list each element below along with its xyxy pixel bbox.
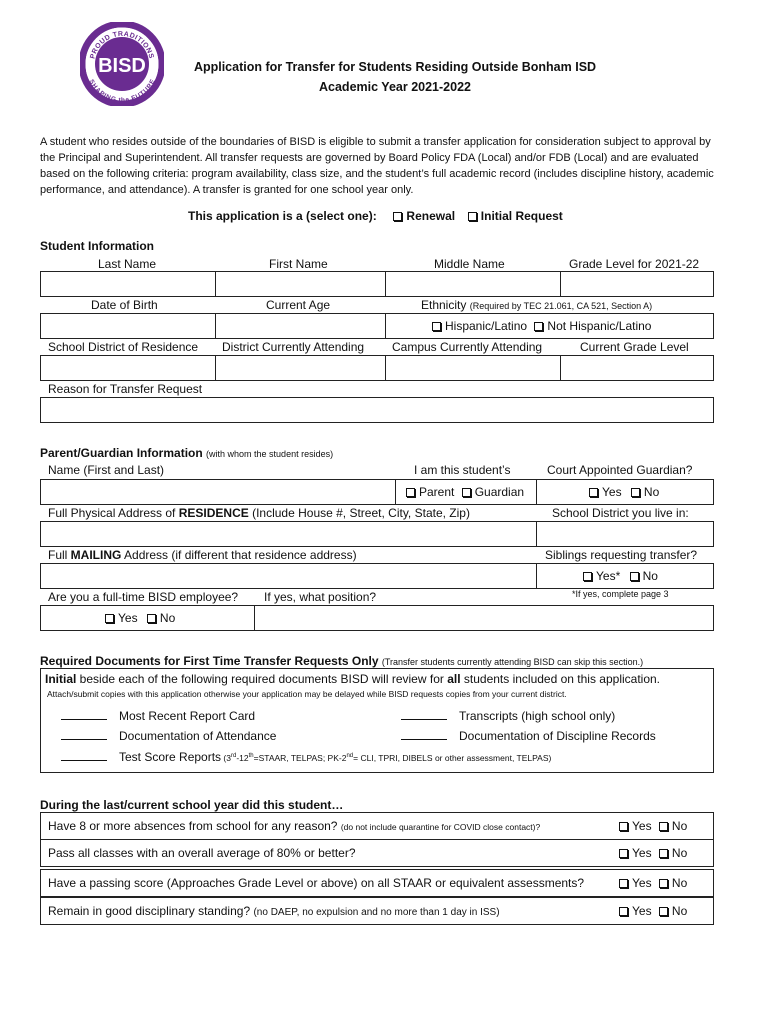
residence-address-bold: RESIDENCE <box>178 506 249 520</box>
residence-address-pre: Full Physical Address of <box>48 506 179 520</box>
relation-label: I am this student’s <box>414 463 511 477</box>
docs-instr-post: students included on this application. <box>460 672 661 686</box>
question-staar <box>40 869 714 897</box>
district-residence-input[interactable] <box>40 355 216 381</box>
logo-top-text: PROUD TRADITIONS <box>89 30 155 60</box>
employee-options <box>105 611 175 625</box>
residence-address-post: (Include House #, Street, City, State, Zip) <box>248 506 470 520</box>
absences-no-checkbox[interactable] <box>659 822 668 831</box>
ethnicity-options <box>432 319 651 333</box>
staar-yes-checkbox[interactable] <box>619 879 628 888</box>
docs-heading-note: (Transfer students currently attending BISD can skip this section.) <box>381 657 644 667</box>
siblings-box <box>536 563 714 589</box>
form-title: Application for Transfer for Students Residing Outside Bonham ISD <box>193 60 597 74</box>
residence-address-input[interactable] <box>40 521 537 547</box>
district-live-label: School District you live in: <box>552 506 689 520</box>
renewal-label: Renewal <box>406 209 456 223</box>
discipline-text <box>48 904 500 918</box>
hispanic-checkbox[interactable] <box>432 322 441 331</box>
attendance-initial-line[interactable] <box>61 739 107 740</box>
siblings-options <box>583 569 658 583</box>
test-scores-label: Test Score Reports <box>119 750 222 764</box>
employee-no-checkbox[interactable] <box>147 614 156 623</box>
staar-no-label: No <box>671 876 688 890</box>
grade-level-input[interactable] <box>560 271 714 297</box>
grades-yes-checkbox[interactable] <box>619 849 628 858</box>
court-yes-checkbox[interactable] <box>589 488 598 497</box>
transcripts-label: Transcripts (high school only) <box>459 709 616 723</box>
reason-input[interactable] <box>40 397 714 423</box>
bisd-logo <box>80 22 164 106</box>
complete-page-note: *If yes, complete page 3 <box>572 589 669 599</box>
mailing-address-label <box>48 548 357 562</box>
question-absences <box>40 812 714 840</box>
discipline-options <box>619 904 687 918</box>
employee-no-label: No <box>159 611 176 625</box>
discipline-yes-label: Yes <box>632 904 652 918</box>
hispanic-label: Hispanic/Latino <box>445 319 528 333</box>
logo-bottom-text: SHAPING the FUTURE <box>87 78 157 105</box>
relation-options <box>406 485 524 499</box>
campus-attending-label: Campus Currently Attending <box>392 340 543 354</box>
district-live-input[interactable] <box>536 521 714 547</box>
parent-name-input[interactable] <box>40 479 396 505</box>
question-discipline <box>40 897 714 925</box>
discipline-question: Remain in good disciplinary standing? <box>48 904 251 918</box>
absences-yes-label: Yes <box>632 819 652 833</box>
test-sup-nd: nd <box>346 753 354 760</box>
grades-yes-label: Yes <box>632 846 652 860</box>
court-guardian-options <box>589 485 659 499</box>
initial-request-label: Initial Request <box>480 209 563 223</box>
ethnicity-note: (Required by TEC 21.061, CA 521, Section A) <box>469 301 653 311</box>
discipline-no-label: No <box>671 904 688 918</box>
not-hispanic-checkbox[interactable] <box>534 322 543 331</box>
parent-heading-row <box>40 446 333 460</box>
grades-question: Pass all classes with an overall average of 80% or better? <box>48 846 356 860</box>
grades-no-checkbox[interactable] <box>659 849 668 858</box>
renewal-checkbox[interactable] <box>393 212 402 221</box>
court-guardian-box <box>536 479 714 505</box>
absences-note: (do not include quarantine for COVID close contact)? <box>340 822 541 832</box>
discipline-no-checkbox[interactable] <box>659 907 668 916</box>
first-name-label: First Name <box>269 257 328 271</box>
relation-box <box>395 479 537 505</box>
district-attending-input[interactable] <box>215 355 386 381</box>
test-note-d: = CLI, TPRI, DIBELS or other assessment, TELPAS) <box>353 753 552 763</box>
test-note-a: (3 <box>221 753 231 763</box>
court-no-label: No <box>643 485 660 499</box>
current-grade-label: Current Grade Level <box>580 340 689 354</box>
discipline-yes-checkbox[interactable] <box>619 907 628 916</box>
attendance-row <box>61 729 276 743</box>
dob-input[interactable] <box>40 313 216 339</box>
middle-name-input[interactable] <box>385 271 561 297</box>
employee-yes-checkbox[interactable] <box>105 614 114 623</box>
mailing-address-bold: MAILING <box>70 548 122 562</box>
absences-options <box>619 819 687 833</box>
siblings-no-checkbox[interactable] <box>630 572 639 581</box>
first-name-input[interactable] <box>215 271 386 297</box>
current-grade-input[interactable] <box>560 355 714 381</box>
discipline-label: Documentation of Discipline Records <box>459 729 656 743</box>
docs-instr-all: all <box>447 672 461 686</box>
test-scores-row <box>61 750 551 764</box>
dob-label: Date of Birth <box>91 298 158 312</box>
current-age-input[interactable] <box>215 313 386 339</box>
residence-address-label <box>48 506 470 520</box>
employee-yes-label: Yes <box>118 611 138 625</box>
siblings-label: Siblings requesting transfer? <box>545 548 698 562</box>
test-sup-th: th <box>248 753 254 760</box>
siblings-no-label: No <box>642 569 658 583</box>
campus-attending-input[interactable] <box>385 355 561 381</box>
academic-year: Academic Year 2021-2022 <box>319 80 471 94</box>
docs-instruction-small: Attach/submit copies with this application otherwise your application may be delayed while BISD requests copies from your current district. <box>47 689 567 699</box>
guardian-option-label: Guardian <box>474 485 525 499</box>
absences-no-label: No <box>671 819 688 833</box>
question-grades <box>40 839 714 867</box>
court-guardian-label: Court Appointed Guardian? <box>547 463 693 477</box>
middle-name-label: Middle Name <box>434 257 505 271</box>
report-card-label: Most Recent Report Card <box>119 709 256 723</box>
ethnicity-text: Ethnicity <box>421 298 467 312</box>
staar-yes-label: Yes <box>632 876 652 890</box>
attendance-label: Documentation of Attendance <box>119 729 277 743</box>
test-scores-note <box>221 753 551 763</box>
grade-level-label: Grade Level for 2021-22 <box>569 257 700 271</box>
transcripts-row <box>401 709 615 723</box>
absences-text <box>48 819 540 833</box>
discipline-initial-line[interactable] <box>401 739 447 740</box>
initial-request-checkbox[interactable] <box>468 212 477 221</box>
intro-paragraph: A student who resides outside of the boundaries of BISD is eligible to submit a transfer application for consideration subject to approval by the Principal and Superintendent. All transfer requests are governed by Board Policy FDA (Local) and/or FDB (Local) and are evaluated based on the following criteria: program availability, class size, and the student’s full academic record (includes discipline history, academic performance, and attendance). A transfer is granted for one school year only. <box>40 136 714 196</box>
test-note-c: =STAAR, TELPAS; PK-2 <box>253 753 347 763</box>
report-card-row <box>61 709 255 723</box>
parent-checkbox[interactable] <box>406 488 415 497</box>
court-no-checkbox[interactable] <box>631 488 640 497</box>
employee-label: Are you a full-time BISD employee? <box>48 590 239 604</box>
docs-instr-initial: Initial <box>45 672 77 686</box>
docs-instr-mid: beside each of the following required documents BISD will review for <box>76 672 448 686</box>
siblings-yes-label: Yes* <box>596 569 621 583</box>
parent-heading-note: (with whom the student resides) <box>206 449 334 459</box>
grades-no-label: No <box>671 846 688 860</box>
docs-heading-row <box>40 654 643 668</box>
mailing-address-input[interactable] <box>40 563 537 589</box>
questions-heading: During the last/current school year did this student… <box>40 798 344 812</box>
parent-name-label: Name (First and Last) <box>48 463 165 477</box>
district-attending-label: District Currently Attending <box>222 340 365 354</box>
parent-option-label: Parent <box>419 485 455 499</box>
staar-no-checkbox[interactable] <box>659 879 668 888</box>
district-residence-label: School District of Residence <box>48 340 199 354</box>
not-hispanic-label: Not Hispanic/Latino <box>547 319 652 333</box>
test-scores-initial-line[interactable] <box>61 760 107 761</box>
application-type-row <box>188 209 563 223</box>
student-info-heading: Student Information <box>40 239 154 253</box>
report-card-initial-line[interactable] <box>61 719 107 720</box>
absences-yes-checkbox[interactable] <box>619 822 628 831</box>
transcripts-initial-line[interactable] <box>401 719 447 720</box>
employee-box <box>40 605 255 631</box>
staar-question: Have a passing score (Approaches Grade Level or above) on all STAAR or equivalent assessments? <box>48 876 585 890</box>
position-label: If yes, what position? <box>264 590 377 604</box>
application-type-label: This application is a (select one): <box>188 209 377 223</box>
test-note-b: -12 <box>236 753 249 763</box>
discipline-note: (no DAEP, no expulsion and no more than 1 day in ISS) <box>253 907 500 918</box>
docs-heading: Required Documents for First Time Transfer Requests Only <box>40 654 379 668</box>
staar-options <box>619 876 687 890</box>
last-name-input[interactable] <box>40 271 216 297</box>
siblings-yes-checkbox[interactable] <box>583 572 592 581</box>
current-age-label: Current Age <box>266 298 331 312</box>
docs-instruction <box>45 672 660 686</box>
parent-heading: Parent/Guardian Information <box>40 446 203 460</box>
grades-options <box>619 846 687 860</box>
test-sup-rd: rd <box>230 753 237 760</box>
reason-label: Reason for Transfer Request <box>48 382 203 396</box>
absences-question: Have 8 or more absences from school for any reason? <box>48 819 338 833</box>
court-yes-label: Yes <box>602 485 622 499</box>
logo-center-text: BISD <box>98 55 146 77</box>
ethnicity-label <box>421 298 652 312</box>
guardian-checkbox[interactable] <box>462 488 471 497</box>
docs-box <box>40 668 714 773</box>
ethnicity-box <box>385 313 714 339</box>
mailing-address-post: Address (if different that residence address) <box>121 548 357 562</box>
last-name-label: Last Name <box>98 257 157 271</box>
mailing-address-pre: Full <box>48 548 71 562</box>
position-input[interactable] <box>254 605 714 631</box>
discipline-row <box>401 729 656 743</box>
